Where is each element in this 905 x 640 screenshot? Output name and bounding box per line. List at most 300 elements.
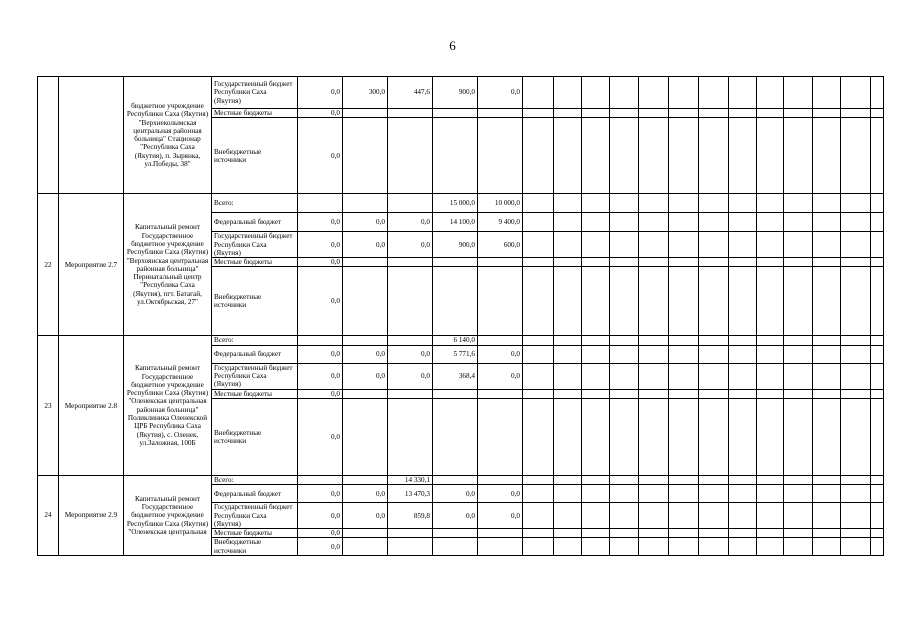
empty-cell <box>669 538 699 556</box>
empty-cell <box>784 538 813 556</box>
empty-cell <box>871 213 884 232</box>
empty-cell <box>871 232 884 258</box>
value-cell: 0,0 <box>478 77 523 109</box>
value-cell: 0,0 <box>298 398 343 475</box>
empty-cell <box>871 475 884 484</box>
empty-cell <box>871 363 884 389</box>
empty-cell <box>523 336 554 345</box>
empty-cell <box>610 475 639 484</box>
empty-cell <box>639 503 669 529</box>
value-cell <box>388 258 433 267</box>
empty-cell <box>729 258 757 267</box>
value-cell <box>343 109 388 118</box>
value-cell <box>478 475 523 484</box>
empty-cell <box>757 267 784 336</box>
value-cell: 0,0 <box>478 503 523 529</box>
empty-cell <box>757 258 784 267</box>
value-cell <box>433 538 478 556</box>
empty-cell <box>784 232 813 258</box>
value-cell: 0,0 <box>298 267 343 336</box>
empty-cell <box>639 258 669 267</box>
value-cell: 0,0 <box>343 485 388 503</box>
empty-cell <box>523 538 554 556</box>
empty-cell <box>813 503 841 529</box>
empty-cell <box>813 267 841 336</box>
empty-cell <box>813 529 841 538</box>
empty-cell <box>813 485 841 503</box>
empty-cell <box>639 485 669 503</box>
empty-cell <box>699 398 729 475</box>
value-cell <box>478 118 523 194</box>
empty-cell <box>554 398 582 475</box>
value-cell <box>343 194 388 213</box>
value-cell: 0,0 <box>388 363 433 389</box>
empty-cell <box>699 485 729 503</box>
value-cell: 368,4 <box>433 363 478 389</box>
value-cell: 447,6 <box>388 77 433 109</box>
table-row <box>38 194 884 213</box>
empty-cell <box>582 267 610 336</box>
empty-cell <box>639 363 669 389</box>
budget-table <box>37 76 884 556</box>
empty-cell <box>582 232 610 258</box>
empty-cell <box>729 77 757 109</box>
empty-cell <box>871 538 884 556</box>
empty-cell <box>784 503 813 529</box>
empty-cell <box>610 529 639 538</box>
empty-cell <box>639 336 669 345</box>
empty-cell <box>610 538 639 556</box>
value-cell: 6 140,0 <box>433 336 478 345</box>
funding-source: Государственный бюджет Республики Саха (Якутия) <box>212 77 298 109</box>
value-cell <box>388 336 433 345</box>
empty-cell <box>757 529 784 538</box>
object-description: Капитальный ремонт Государственное бюджетное учреждение Республики Саха (Якутия) "Оленекская центральная <box>124 475 212 555</box>
empty-cell <box>669 232 699 258</box>
empty-cell <box>669 267 699 336</box>
empty-cell <box>523 118 554 194</box>
empty-cell <box>639 267 669 336</box>
value-cell <box>433 267 478 336</box>
value-cell: 900,0 <box>433 232 478 258</box>
empty-cell <box>610 213 639 232</box>
empty-cell <box>639 389 669 398</box>
value-cell <box>433 398 478 475</box>
empty-cell <box>554 232 582 258</box>
empty-cell <box>813 77 841 109</box>
empty-cell <box>610 485 639 503</box>
empty-cell <box>841 232 871 258</box>
empty-cell <box>841 503 871 529</box>
empty-cell <box>610 336 639 345</box>
value-cell: 0,0 <box>298 485 343 503</box>
value-cell: 0,0 <box>343 363 388 389</box>
value-cell: 0,0 <box>298 529 343 538</box>
empty-cell <box>784 213 813 232</box>
empty-cell <box>699 475 729 484</box>
empty-cell <box>582 258 610 267</box>
empty-cell <box>669 363 699 389</box>
empty-cell <box>729 118 757 194</box>
value-cell: 9 400,0 <box>478 213 523 232</box>
empty-cell <box>813 109 841 118</box>
value-cell: 0,0 <box>298 77 343 109</box>
empty-cell <box>523 258 554 267</box>
empty-cell <box>669 529 699 538</box>
empty-cell <box>699 118 729 194</box>
value-cell: 14 100,0 <box>433 213 478 232</box>
empty-cell <box>639 118 669 194</box>
value-cell: 13 470,3 <box>388 485 433 503</box>
value-cell <box>388 538 433 556</box>
empty-cell <box>729 485 757 503</box>
value-cell: 0,0 <box>343 213 388 232</box>
empty-cell <box>729 232 757 258</box>
empty-cell <box>871 109 884 118</box>
empty-cell <box>610 194 639 213</box>
empty-cell <box>554 538 582 556</box>
funding-source: Государственный бюджет Республики Саха (Якутия) <box>212 232 298 258</box>
value-cell <box>298 194 343 213</box>
row-number: 22 <box>38 194 59 336</box>
value-cell: 0,0 <box>298 389 343 398</box>
empty-cell <box>523 194 554 213</box>
value-cell <box>478 529 523 538</box>
empty-cell <box>554 109 582 118</box>
empty-cell <box>554 503 582 529</box>
empty-cell <box>757 336 784 345</box>
value-cell: 0,0 <box>298 503 343 529</box>
funding-source: Внебюджетные источники <box>212 267 298 336</box>
empty-cell <box>582 485 610 503</box>
funding-source: Федеральный бюджет <box>212 213 298 232</box>
value-cell <box>388 194 433 213</box>
empty-cell <box>582 538 610 556</box>
empty-cell <box>554 194 582 213</box>
value-cell: 0,0 <box>433 503 478 529</box>
empty-cell <box>871 389 884 398</box>
empty-cell <box>582 213 610 232</box>
empty-cell <box>841 475 871 484</box>
funding-source: Федеральный бюджет <box>212 345 298 363</box>
empty-cell <box>841 194 871 213</box>
empty-cell <box>841 529 871 538</box>
empty-cell <box>699 538 729 556</box>
empty-cell <box>813 232 841 258</box>
funding-source: Федеральный бюджет <box>212 485 298 503</box>
object-description: Капитальный ремонт Государственное бюджетное учреждение Республики Саха (Якутия) "Оленекская центральная районная больница" Поликлиника Оленекской ЦРБ Республика Саха (Якутия), с. Оленек, ул.Заложная, 100Б <box>124 336 212 475</box>
empty-cell <box>757 363 784 389</box>
funding-source: Государственный бюджет Республики Саха (Якутия) <box>212 363 298 389</box>
event-name <box>59 77 124 194</box>
object-description: Капитальный ремонт Государственное бюджетное учреждение Республики Саха (Якутия) "Верхоянская центральная районная больница" Перинатальный центр "Республика Саха (Якутия), пгт. Батагай, ул.Октябрьская, 27" <box>124 194 212 336</box>
value-cell <box>388 529 433 538</box>
empty-cell <box>610 503 639 529</box>
empty-cell <box>669 258 699 267</box>
value-cell <box>343 267 388 336</box>
empty-cell <box>554 389 582 398</box>
empty-cell <box>639 398 669 475</box>
empty-cell <box>699 267 729 336</box>
empty-cell <box>813 258 841 267</box>
empty-cell <box>729 475 757 484</box>
value-cell: 0,0 <box>478 485 523 503</box>
empty-cell <box>610 258 639 267</box>
empty-cell <box>784 529 813 538</box>
value-cell: 0,0 <box>478 363 523 389</box>
empty-cell <box>813 118 841 194</box>
empty-cell <box>554 363 582 389</box>
empty-cell <box>841 538 871 556</box>
value-cell <box>478 109 523 118</box>
empty-cell <box>582 363 610 389</box>
empty-cell <box>523 345 554 363</box>
value-cell: 15 000,0 <box>433 194 478 213</box>
value-cell <box>343 398 388 475</box>
empty-cell <box>813 538 841 556</box>
value-cell <box>478 267 523 336</box>
empty-cell <box>757 538 784 556</box>
empty-cell <box>639 345 669 363</box>
empty-cell <box>871 267 884 336</box>
value-cell: 0,0 <box>298 363 343 389</box>
empty-cell <box>669 77 699 109</box>
value-cell <box>478 398 523 475</box>
empty-cell <box>729 267 757 336</box>
empty-cell <box>757 213 784 232</box>
empty-cell <box>784 118 813 194</box>
empty-cell <box>784 267 813 336</box>
funding-source: Государственный бюджет Республики Саха (Якутия) <box>212 503 298 529</box>
empty-cell <box>699 213 729 232</box>
empty-cell <box>554 118 582 194</box>
empty-cell <box>523 529 554 538</box>
empty-cell <box>729 363 757 389</box>
empty-cell <box>757 232 784 258</box>
value-cell: 0,0 <box>343 232 388 258</box>
empty-cell <box>639 213 669 232</box>
empty-cell <box>729 336 757 345</box>
empty-cell <box>554 345 582 363</box>
empty-cell <box>813 194 841 213</box>
empty-cell <box>554 529 582 538</box>
empty-cell <box>729 194 757 213</box>
empty-cell <box>610 77 639 109</box>
empty-cell <box>669 345 699 363</box>
empty-cell <box>841 258 871 267</box>
empty-cell <box>757 398 784 475</box>
row-number: 24 <box>38 475 59 555</box>
empty-cell <box>554 258 582 267</box>
funding-source: Местные бюджеты <box>212 258 298 267</box>
value-cell <box>343 529 388 538</box>
row-number <box>38 77 59 194</box>
empty-cell <box>699 232 729 258</box>
empty-cell <box>523 267 554 336</box>
empty-cell <box>582 345 610 363</box>
empty-cell <box>699 109 729 118</box>
empty-cell <box>729 109 757 118</box>
value-cell: 0,0 <box>433 485 478 503</box>
empty-cell <box>757 389 784 398</box>
empty-cell <box>871 258 884 267</box>
page-number: 6 <box>449 38 456 53</box>
empty-cell <box>784 398 813 475</box>
empty-cell <box>871 77 884 109</box>
value-cell <box>433 118 478 194</box>
empty-cell <box>639 109 669 118</box>
value-cell: 0,0 <box>343 345 388 363</box>
empty-cell <box>729 398 757 475</box>
empty-cell <box>729 213 757 232</box>
empty-cell <box>610 267 639 336</box>
value-cell <box>433 389 478 398</box>
empty-cell <box>841 398 871 475</box>
empty-cell <box>871 529 884 538</box>
empty-cell <box>813 475 841 484</box>
empty-cell <box>639 232 669 258</box>
value-cell: 0,0 <box>298 118 343 194</box>
empty-cell <box>669 336 699 345</box>
value-cell: 300,0 <box>343 77 388 109</box>
value-cell: 0,0 <box>478 345 523 363</box>
value-cell <box>388 398 433 475</box>
empty-cell <box>523 485 554 503</box>
value-cell: 0,0 <box>298 213 343 232</box>
empty-cell <box>813 389 841 398</box>
empty-cell <box>871 118 884 194</box>
empty-cell <box>784 389 813 398</box>
value-cell <box>343 118 388 194</box>
funding-source: Всего: <box>212 475 298 484</box>
empty-cell <box>523 398 554 475</box>
empty-cell <box>669 118 699 194</box>
value-cell <box>478 336 523 345</box>
empty-cell <box>639 538 669 556</box>
empty-cell <box>757 485 784 503</box>
value-cell <box>478 389 523 398</box>
empty-cell <box>841 485 871 503</box>
empty-cell <box>699 363 729 389</box>
empty-cell <box>729 538 757 556</box>
empty-cell <box>582 336 610 345</box>
value-cell <box>343 389 388 398</box>
empty-cell <box>841 345 871 363</box>
empty-cell <box>610 398 639 475</box>
value-cell: 0,0 <box>388 345 433 363</box>
funding-source: Местные бюджеты <box>212 529 298 538</box>
value-cell <box>343 336 388 345</box>
empty-cell <box>699 336 729 345</box>
value-cell <box>433 475 478 484</box>
empty-cell <box>757 503 784 529</box>
empty-cell <box>871 345 884 363</box>
empty-cell <box>639 194 669 213</box>
empty-cell <box>523 232 554 258</box>
empty-cell <box>871 336 884 345</box>
empty-cell <box>784 475 813 484</box>
empty-cell <box>729 389 757 398</box>
value-cell: 900,0 <box>433 77 478 109</box>
empty-cell <box>639 475 669 484</box>
row-number: 23 <box>38 336 59 475</box>
empty-cell <box>582 118 610 194</box>
value-cell <box>343 538 388 556</box>
value-cell <box>388 118 433 194</box>
empty-cell <box>729 345 757 363</box>
empty-cell <box>582 389 610 398</box>
empty-cell <box>699 529 729 538</box>
empty-cell <box>582 77 610 109</box>
empty-cell <box>554 336 582 345</box>
empty-cell <box>699 345 729 363</box>
empty-cell <box>523 363 554 389</box>
empty-cell <box>523 389 554 398</box>
empty-cell <box>784 485 813 503</box>
empty-cell <box>784 77 813 109</box>
empty-cell <box>554 213 582 232</box>
object-description: бюджетное учреждение Республики Саха (Якутия) "Верхнеколымская центральная районная больница" Стационар "Республика Саха (Якутия), п. Зырянка, ул.Победы, 38" <box>124 77 212 194</box>
empty-cell <box>610 363 639 389</box>
empty-cell <box>813 345 841 363</box>
empty-cell <box>784 345 813 363</box>
empty-cell <box>841 389 871 398</box>
value-cell <box>433 258 478 267</box>
value-cell: 0,0 <box>298 538 343 556</box>
empty-cell <box>871 398 884 475</box>
empty-cell <box>669 213 699 232</box>
table-row <box>38 475 884 484</box>
value-cell <box>343 258 388 267</box>
empty-cell <box>757 77 784 109</box>
empty-cell <box>610 109 639 118</box>
empty-cell <box>610 389 639 398</box>
empty-cell <box>784 194 813 213</box>
empty-cell <box>582 475 610 484</box>
empty-cell <box>699 389 729 398</box>
empty-cell <box>841 267 871 336</box>
empty-cell <box>699 77 729 109</box>
value-cell: 0,0 <box>298 258 343 267</box>
empty-cell <box>841 109 871 118</box>
value-cell: 0,0 <box>298 109 343 118</box>
empty-cell <box>582 194 610 213</box>
empty-cell <box>699 503 729 529</box>
empty-cell <box>813 398 841 475</box>
empty-cell <box>813 336 841 345</box>
empty-cell <box>610 118 639 194</box>
funding-source: Внебюджетные источники <box>212 538 298 556</box>
empty-cell <box>669 485 699 503</box>
empty-cell <box>669 389 699 398</box>
empty-cell <box>554 77 582 109</box>
funding-source: Всего: <box>212 194 298 213</box>
empty-cell <box>757 109 784 118</box>
funding-source: Местные бюджеты <box>212 109 298 118</box>
value-cell <box>298 336 343 345</box>
empty-cell <box>639 529 669 538</box>
empty-cell <box>841 118 871 194</box>
empty-cell <box>639 77 669 109</box>
empty-cell <box>699 258 729 267</box>
value-cell <box>478 538 523 556</box>
empty-cell <box>669 398 699 475</box>
value-cell: 10 000,0 <box>478 194 523 213</box>
value-cell: 0,0 <box>388 232 433 258</box>
empty-cell <box>554 475 582 484</box>
empty-cell <box>669 503 699 529</box>
empty-cell <box>610 345 639 363</box>
